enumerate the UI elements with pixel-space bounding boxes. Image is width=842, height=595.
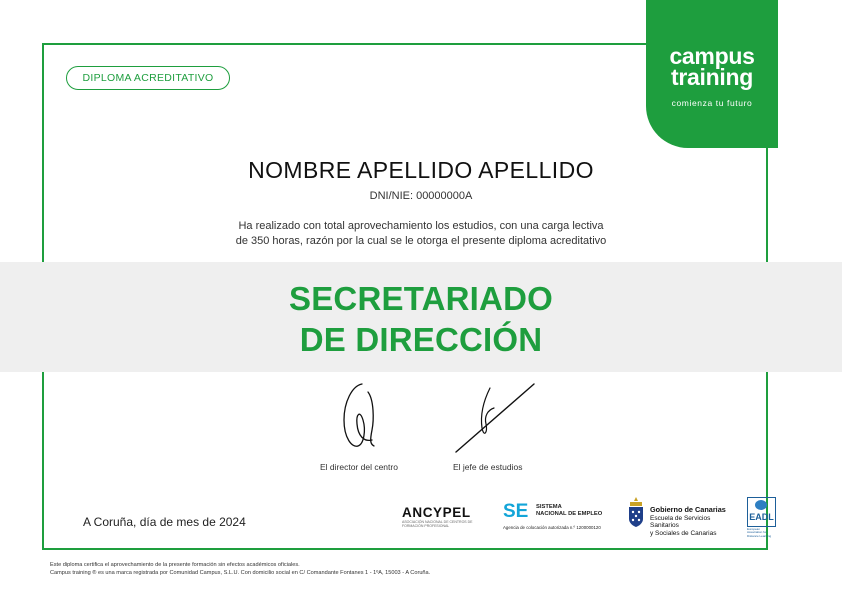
eadl-subtitle: European Association for Distance Learning	[747, 527, 772, 538]
diploma-description	[0, 219, 842, 249]
description-line2: de 350 horas, razón por la cual se le otorga el presente diploma acreditativo	[235, 235, 607, 247]
eadl-name: EADL	[749, 512, 774, 522]
sne-title-line1: SISTEMA	[536, 504, 562, 510]
logo-tagline: comienza tu futuro	[671, 98, 753, 108]
ancypel-subtitle: ASOCIACIÓN NACIONAL DE CENTROS DE FORMACIÓN PROFESIONAL	[402, 520, 473, 528]
description-line1: Ha realizado con total aprovechamiento los estudios, con una carga lectiva	[238, 220, 604, 232]
ancypel-logo	[402, 505, 482, 528]
student-name: NOMBRE APELLIDO APELLIDO	[248, 157, 594, 183]
badge-label: DIPLOMA ACREDITATIVO	[82, 72, 214, 84]
course-title-line1: SECRETARIADO	[289, 280, 553, 317]
footer-line1: Este diploma certifica el aprovechamiento de la presente formación sin efectos académicos oficiales.	[50, 562, 300, 568]
director-caption: El director del centro	[320, 462, 398, 472]
chief-signature	[450, 380, 540, 455]
gobierno-line1: Escuela de Servicios Sanitarios	[650, 514, 711, 529]
gobierno-text	[650, 506, 740, 537]
sne-mark: SE	[503, 501, 529, 522]
logo-line2: training	[671, 64, 753, 90]
chief-caption: El jefe de estudios	[453, 462, 523, 472]
footer-line2: Campus training ® es una marca registrada por Comunidad Campus, S.L.U. Con domicilio social en C/ Comandante Fontanes 1 - 1ºA, 15003 - A Coruña.	[50, 570, 431, 576]
student-dni: DNI/NIE: 00000000A	[369, 190, 473, 202]
sne-title-line2: NACIONAL DE EMPLEO	[536, 511, 603, 517]
legal-footer	[50, 561, 430, 577]
eadl-logo	[747, 497, 776, 538]
gobierno-title: Gobierno de Canarias	[650, 505, 726, 514]
logo-line1: campus	[669, 43, 755, 69]
ancypel-name: ANCYPEL	[402, 505, 471, 520]
canarias-shield-icon	[628, 497, 644, 527]
course-title	[0, 278, 842, 360]
diploma-badge	[66, 66, 230, 90]
place-date: A Coruña, día de mes de 2024	[83, 515, 246, 529]
sne-title	[536, 504, 602, 518]
sne-subtitle: Agencia de colocación autorizada n.º 1200000120	[503, 525, 601, 530]
campus-training-logo	[646, 0, 778, 148]
sne-logo	[503, 503, 613, 533]
course-title-line2: DE DIRECCIÓN	[299, 321, 543, 358]
director-signature	[330, 380, 390, 455]
gobierno-canarias-logo	[628, 497, 740, 537]
eadl-globe-icon	[755, 500, 767, 510]
gobierno-line2: y Sociales de Canarias	[650, 529, 717, 537]
